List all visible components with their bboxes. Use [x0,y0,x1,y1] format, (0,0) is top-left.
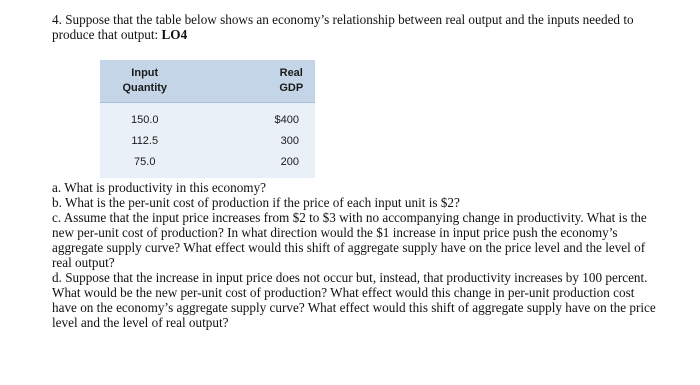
header-input-line2: Quantity [122,82,168,94]
question-text: 4. Suppose that the table below shows an economy’s relationship between real output and the inputs needed to produce that output: [52,12,634,42]
table-row [100,103,315,131]
table-row [100,130,315,151]
cell-real-gdp: 300 [280,134,299,147]
table-header-row [100,60,315,103]
question-part-a: a. What is productivity in this economy? [52,180,267,195]
cell-real-gdp: 200 [280,155,299,168]
question-part-b: b. What is the per-unit cost of production if the price of each input unit is $2? [52,195,460,210]
header-input-quantity [100,60,208,103]
cell-input-quantity: 75.0 [134,155,156,168]
header-input-line1: Input [131,67,159,79]
question-title [52,12,652,42]
header-gdp-line2: GDP [279,82,304,94]
question-parts [52,180,662,330]
cell-real-gdp: $400 [274,113,299,126]
table-row [100,151,315,178]
learning-objective-tag: LO4 [161,27,188,42]
input-output-table [100,60,315,178]
header-gdp-line1: Real [279,67,303,79]
cell-input-quantity: 112.5 [131,134,159,147]
header-real-gdp [208,60,316,103]
cell-input-quantity: 150.0 [130,113,159,126]
question-part-c: c. Assume that the input price increases from $2 to $3 with no accompanying change in productivity. What is the new per-unit cost of production? In what direction would the $1 increase in input price push the economy’s aggregate supply curve? What effect would this shift of aggregate supply have on the price level and the level of real output? [52,210,647,270]
question-part-d: d. Suppose that the increase in input price does not occur but, instead, that productivity increases by 100 percent. What would be the new per-unit cost of production? What effect would this change in per-unit production cost have on the economy’s aggregate supply curve? What effect would this shift of aggregate supply have on the price level and the level of real output? [52,270,656,330]
